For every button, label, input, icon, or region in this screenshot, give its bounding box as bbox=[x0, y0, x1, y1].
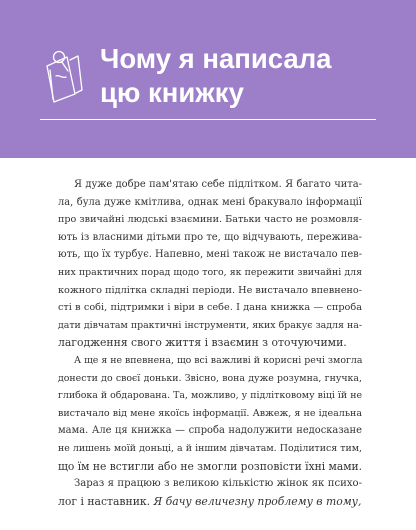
text-plain: лог і наставник. bbox=[58, 494, 154, 508]
paragraph-2 bbox=[58, 352, 362, 475]
paragraph-3 bbox=[58, 475, 362, 510]
text-line: лагодження свого життя і взаємин з оточуючими. bbox=[58, 336, 347, 350]
text-line: сті в собі, підтримки і віри в себе. І дана книжка — спроба bbox=[58, 302, 362, 314]
note-pin-icon bbox=[40, 44, 86, 108]
text-line: дати дівчатам практичні інструменти, яких бракує задля на- bbox=[58, 319, 362, 331]
text-line: кожного підлітка складні періоди. Не вистачало впевнено- bbox=[58, 284, 362, 296]
text-line: донести до своєї доньки. Звісно, вона дуже розумна, гнучка, bbox=[58, 372, 362, 384]
paragraph-1 bbox=[58, 176, 362, 352]
chapter-title bbox=[100, 42, 400, 110]
text-line: не лишень моїй доньці, а й іншим дівчатам. Поділитися тим, bbox=[58, 442, 362, 454]
text-italic: Я бачу величезну проблему в тому, bbox=[153, 494, 362, 508]
text-line: А ще я не впевнена, що всі важливі й корисні речі змогла bbox=[74, 354, 363, 366]
header-divider bbox=[40, 119, 376, 120]
text-line: ють із власними дітьми про те, що відчувають, пережива- bbox=[58, 231, 362, 243]
text-line: про звичайні людські взаємини. Батьки часто не розмовля- bbox=[58, 214, 362, 226]
text-line: Зараз я працюю з великою кількістю жінок як психо- bbox=[74, 478, 362, 490]
chapter-title-line: цю книжку bbox=[100, 77, 244, 108]
text-line: ла, була дуже кмітлива, однак мені бракувало інформації bbox=[58, 196, 362, 208]
body-text bbox=[58, 176, 362, 510]
text-line: Я дуже добре пам'ятаю себе підлітком. Я багато чита- bbox=[74, 179, 362, 190]
text-line: глибока й обдарована. Та, можливо, у підлітковому віці їй не bbox=[58, 390, 362, 402]
text-line-mixed bbox=[58, 493, 362, 511]
chapter-header-band bbox=[0, 0, 416, 158]
text-line: мама. Але ця книжка — спроба надолужити недосказане bbox=[58, 425, 362, 437]
text-line: що їм не встигли або не змогли розповісти їхні мами. bbox=[58, 459, 363, 473]
text-line: них практичних порад щодо того, як пережити звичайні для bbox=[58, 266, 362, 278]
chapter-title-line: Чому я написала bbox=[100, 43, 332, 74]
text-line: ють, що їх турбує. Напевно, мені також не вистачало пев- bbox=[58, 249, 363, 261]
text-line: вистачало від мене якоїсь інформації. Авжеж, я не ідеальна bbox=[58, 407, 362, 419]
